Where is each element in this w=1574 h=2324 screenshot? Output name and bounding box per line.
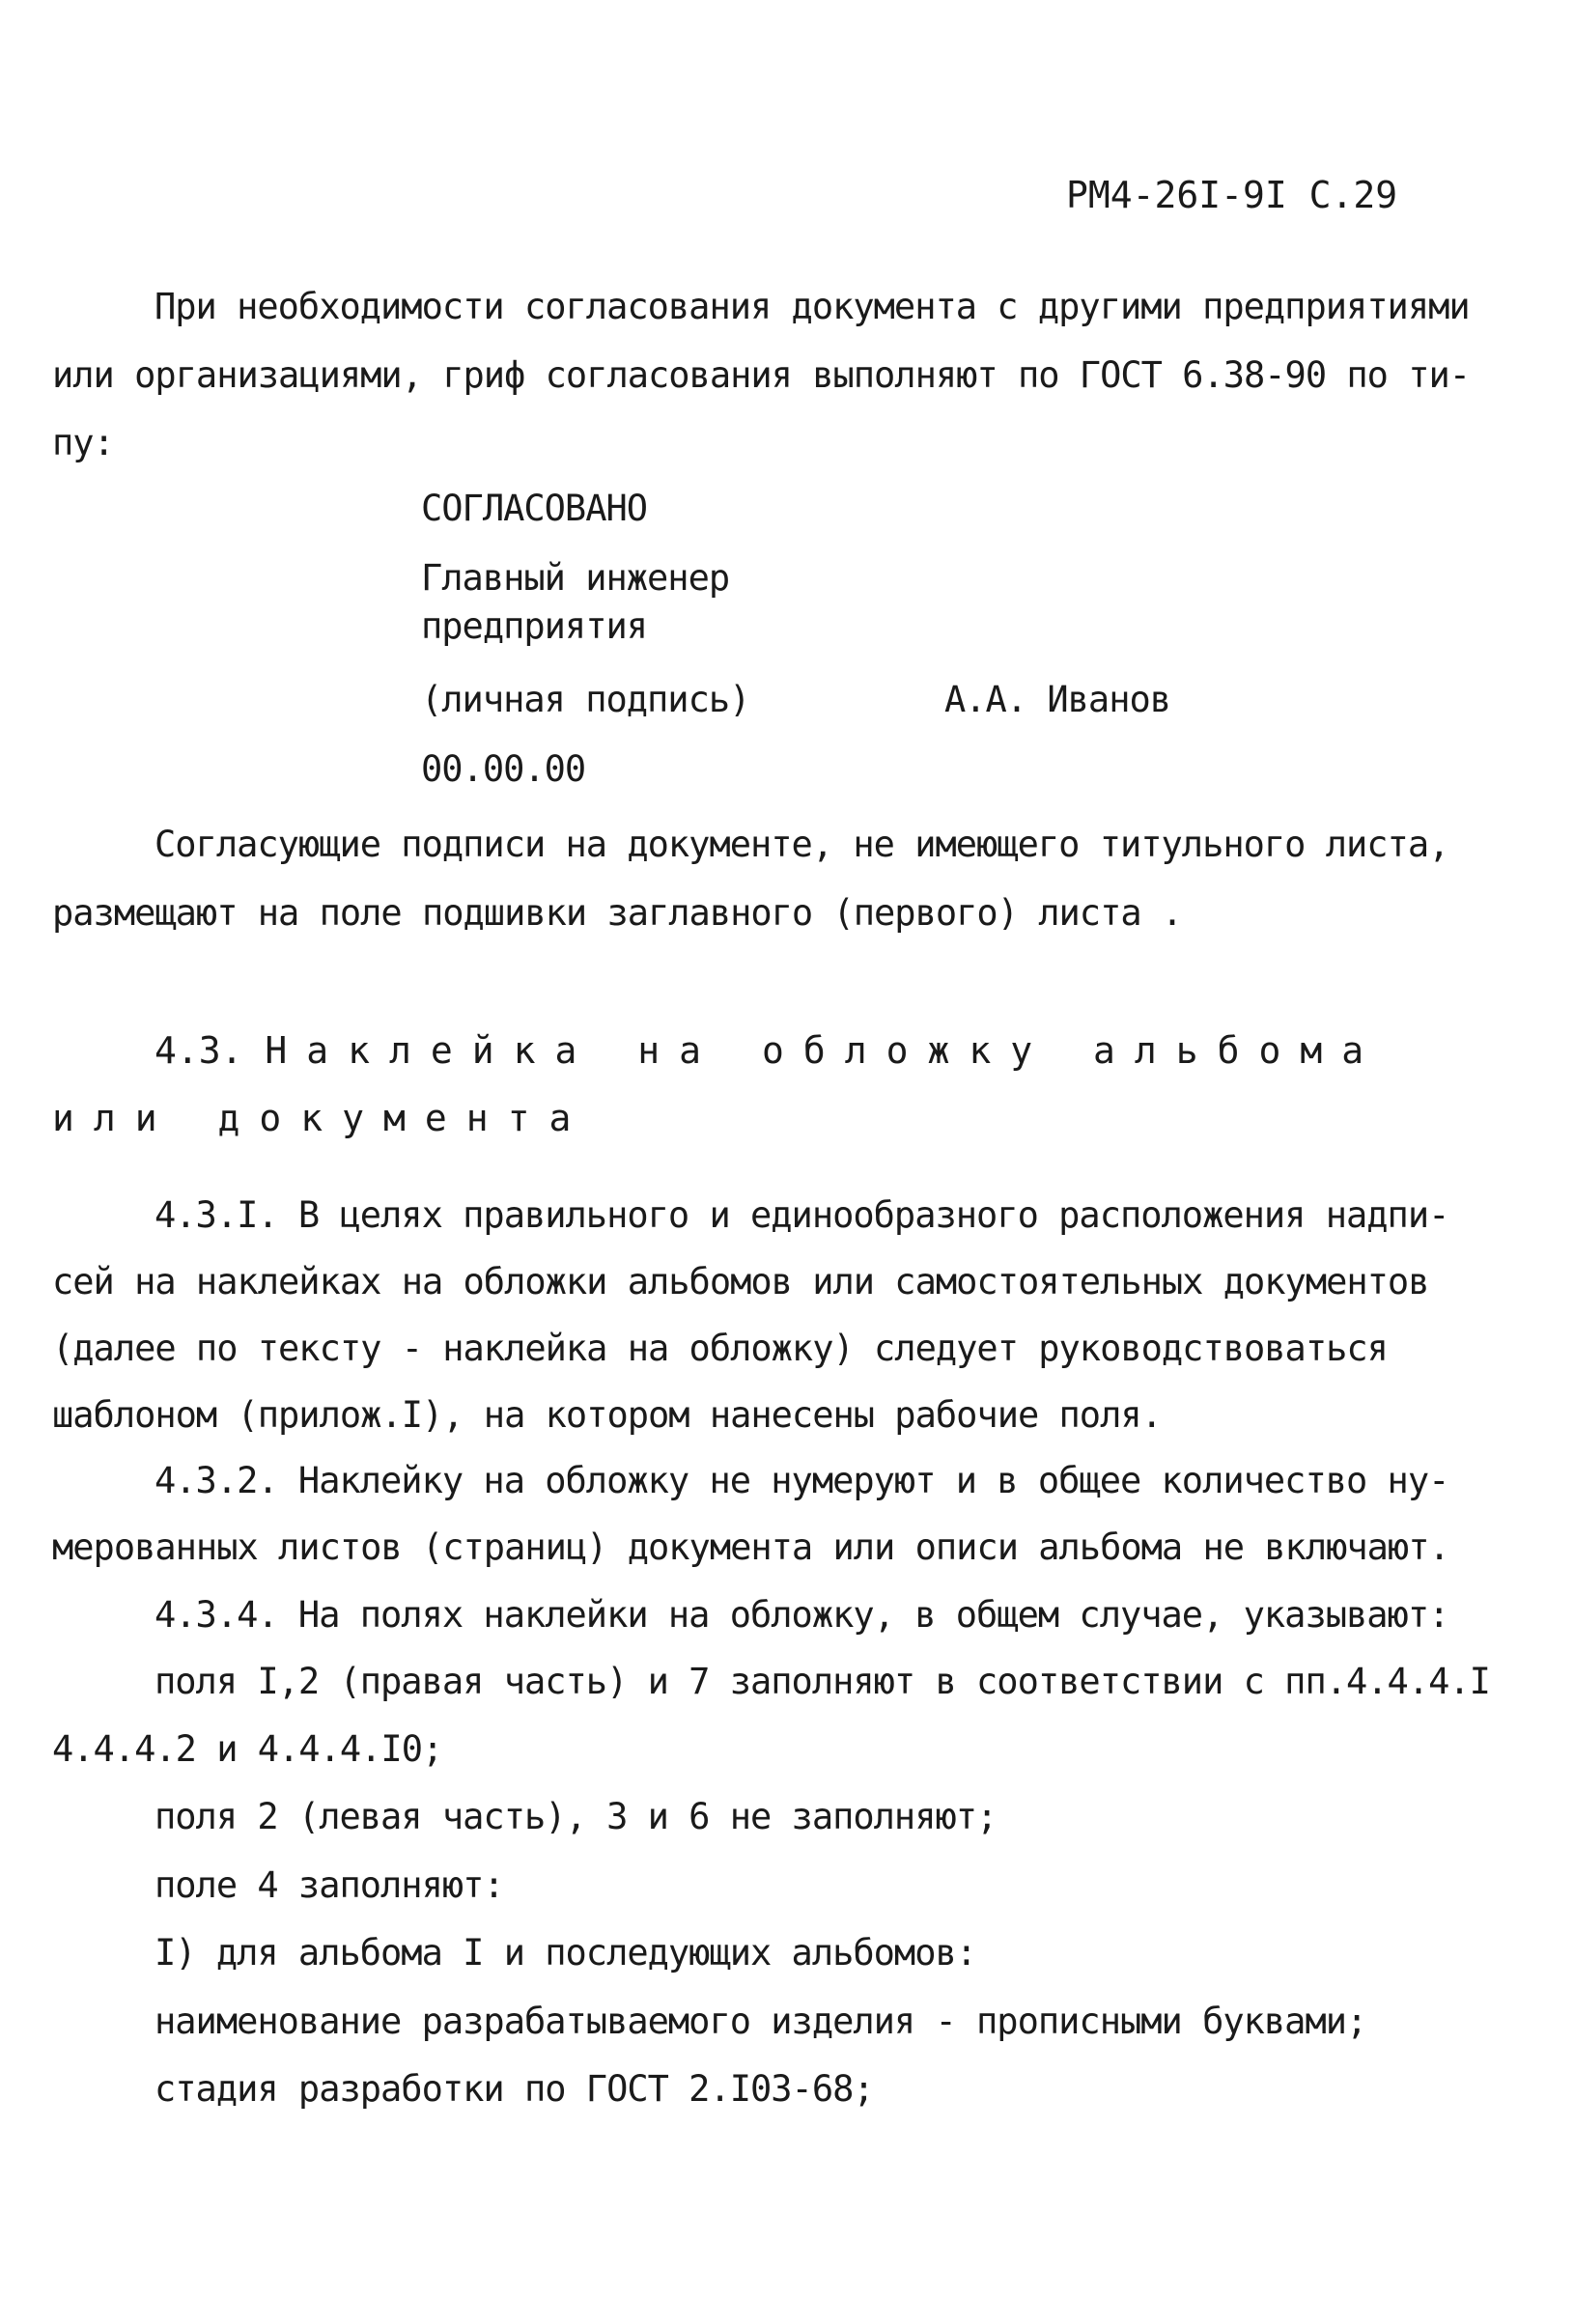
intro-line-1: При необходимости согласования документа с другими предприятиями: [155, 286, 1470, 327]
p434-line-6: I) для альбома I и последующих альбомов:: [155, 1932, 977, 1974]
page-reference: РМ4-26I-9I С.29: [1066, 174, 1398, 216]
approval-title: СОГЛАСОВАНО: [421, 488, 648, 529]
intro-line-3: пу:: [52, 422, 114, 463]
p432-line-1: 4.3.2. Наклейку на обложку не нумеруют и в общее количество ну-: [155, 1460, 1449, 1501]
p434-line-2: поля I,2 (правая часть) и 7 заполняют в соответствии с пп.4.4.4.I: [155, 1661, 1490, 1702]
section-title-line1: Наклейка на обложку альбома: [265, 1029, 1384, 1072]
p431-line-2: сей на наклейках на обложки альбомов или самостоятельных документов: [52, 1261, 1429, 1302]
approval-position-line2: предприятия: [421, 605, 648, 647]
p434-line-3: 4.4.4.2 и 4.4.4.I0;: [52, 1728, 443, 1770]
p434-line-8: стадия разработки по ГОСТ 2.I03-68;: [155, 2068, 874, 2110]
intro-line-2: или организациями, гриф согласования выполняют по ГОСТ 6.38-90 по ти-: [52, 354, 1471, 396]
p434-line-7: наименование разрабатываемого изделия - прописными буквами;: [155, 2001, 1367, 2042]
p434-line-5: поле 4 заполняют:: [155, 1864, 504, 1906]
note-line-2: размещают на поле подшивки заглавного (первого) листа .: [52, 892, 1183, 934]
section-number: 4.3.: [155, 1029, 243, 1072]
section-title-line2: или документа: [52, 1097, 591, 1139]
approval-date: 00.00.00: [421, 748, 586, 790]
p431-line-3: (далее по тексту - наклейка на обложку) следует руководствоваться: [52, 1328, 1388, 1369]
note-line-1: Согласующие подписи на документе, не имеющего титульного листа,: [155, 824, 1449, 865]
p434-line-1: 4.3.4. На полях наклейки на обложку, в общем случае, указывают:: [155, 1594, 1449, 1636]
section-heading-line1: [155, 1029, 1383, 1072]
approval-name: А.А. Иванов: [944, 679, 1171, 720]
p431-line-1: 4.3.I. В целях правильного и единообразного расположения надпи-: [155, 1194, 1449, 1236]
p434-line-4: поля 2 (левая часть), 3 и 6 не заполняют;: [155, 1796, 998, 1837]
approval-position-line1: Главный инженер: [421, 557, 730, 599]
p432-line-2: мерованных листов (страниц) документа или описи альбома не включают.: [52, 1526, 1449, 1568]
approval-signature: (личная подпись): [421, 679, 750, 720]
p431-line-4: шаблоном (прилож.I), на котором нанесены рабочие поля.: [52, 1394, 1162, 1436]
